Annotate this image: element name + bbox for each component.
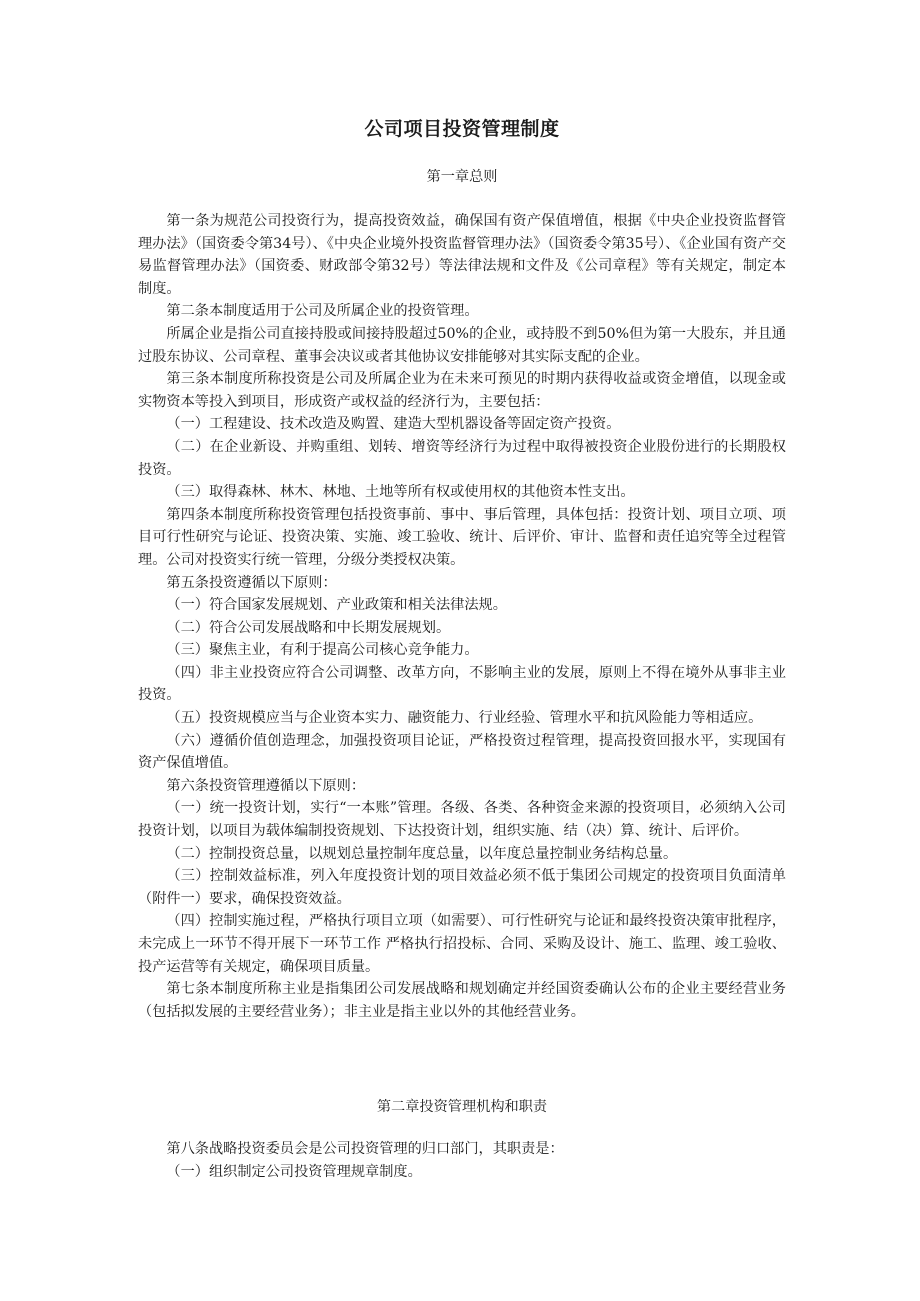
paragraph: 所属企业是指公司直接持股或间接持股超过50%的企业，或持股不到50%但为第一大股东，并且通过股东协议、公司章程、董事会决议或者其他协议安排能够对其实际支配的企业。 [138, 325, 786, 365]
paragraph: （五）投资规模应当与企业资本实力、融资能力、行业经验、管理水平和抗风险能力等相适应。 [166, 710, 763, 727]
paragraph: （二）控制投资总量，以规划总量控制年度总量，以年度总量控制业务结构总量。 [166, 845, 678, 862]
paragraph: （四）非主业投资应符合公司调整、改革方向，不影响主业的发展，原则上不得在境外从事非主业投资。 [138, 664, 786, 704]
paragraph: 第四条本制度所称投资管理包括投资事前、事中、事后管理，具体包括：投资计划、项目立项、项目可行性研究与论证、投资决策、实施、竣工验收、统计、后评价、审计、监督和责任追究等全过程管理。公司对投资实行统一管理，分级分类授权决策。 [138, 506, 786, 568]
chapter-2-body [138, 1138, 786, 1183]
paragraph: （三）聚焦主业，有利于提高公司核心竞争能力。 [166, 642, 479, 659]
chapter-heading-1: 第一章总则 [426, 169, 498, 185]
paragraph: （四）控制实施过程，严格执行项目立项（如需要）、可行性研究与论证和最终投资决策审批程序，未完成上一环节不得开展下一环节工作 严格执行招投标、合同、采购及设计、施工、监理、竣工验收、投产运营等有关规定，确保项目质量。 [138, 913, 786, 975]
paragraph: 第一条为规范公司投资行为，提高投资效益，确保国有资产保值增值，根据《中央企业投资监督管理办法》（国资委令第34号）、《中央企业境外投资监督管理办法》（国资委令第35号）、《企业国有资产交易监督管理办法》（国资委、财政部令第32号）等法律法规和文件及《公司章程》等有关规定，制定本制度。 [138, 213, 786, 297]
paragraph: （二）符合公司发展战略和中长期发展规划。 [166, 619, 451, 636]
paragraph: （一）组织制定公司投资管理规章制度。 [166, 1163, 422, 1180]
paragraph: 第三条本制度所称投资是公司及所属企业为在未来可预见的时期内获得收益或资金增值，以现金或实物资本等投入到项目，形成资产或权益的经济行为，主要包括： [138, 371, 786, 410]
paragraph: （六）遵循价值创造理念，加强投资项目论证，严格投资过程管理，提高投资回报水平，实现国有资产保值增值。 [138, 732, 786, 772]
paragraph: 第七条本制度所称主业是指集团公司发展战略和规划确定并经国资委确认公布的企业主要经营业务（包括拟发展的主要经营业务）；非主业是指主业以外的其他经营业务。 [138, 981, 786, 1020]
paragraph: 第五条投资遵循以下原则： [166, 574, 337, 591]
paragraph: （一）符合国家发展规划、产业政策和相关法律法规。 [166, 597, 507, 614]
chapter-1-body [138, 210, 786, 1023]
paragraph: （二）在企业新设、并购重组、划转、增资等经济行为过程中取得被投资企业股份进行的长期股权投资。 [138, 438, 786, 478]
paragraph: （三）取得森林、林木、林地、土地等所有权或使用权的其他资本性支出。 [166, 484, 635, 501]
paragraph: 第八条战略投资委员会是公司投资管理的归口部门，其职责是： [166, 1141, 564, 1157]
paragraph: 第六条投资管理遵循以下原则： [166, 777, 366, 794]
paragraph: （三）控制效益标准，列入年度投资计划的项目效益必须不低于集团公司规定的投资项目负面清单（附件一）要求，确保投资效益。 [138, 868, 786, 907]
paragraph: （一）工程建设、技术改造及购置、建造大型机器设备等固定资产投资。 [166, 416, 621, 433]
chapter-heading-2: 第二章投资管理机构和职责 [376, 1099, 548, 1115]
document-title: 公司项目投资管理制度 [364, 118, 560, 140]
paragraph: 第二条本制度适用于公司及所属企业的投资管理。 [166, 303, 479, 320]
paragraph: （一）统一投资计划，实行“一本账”管理。各级、各类、各种资金来源的投资项目，必须纳入公司投资计划，以项目为载体编制投资规划、下达投资计划，组织实施、结（决）算、统计、后评价。 [138, 800, 786, 840]
